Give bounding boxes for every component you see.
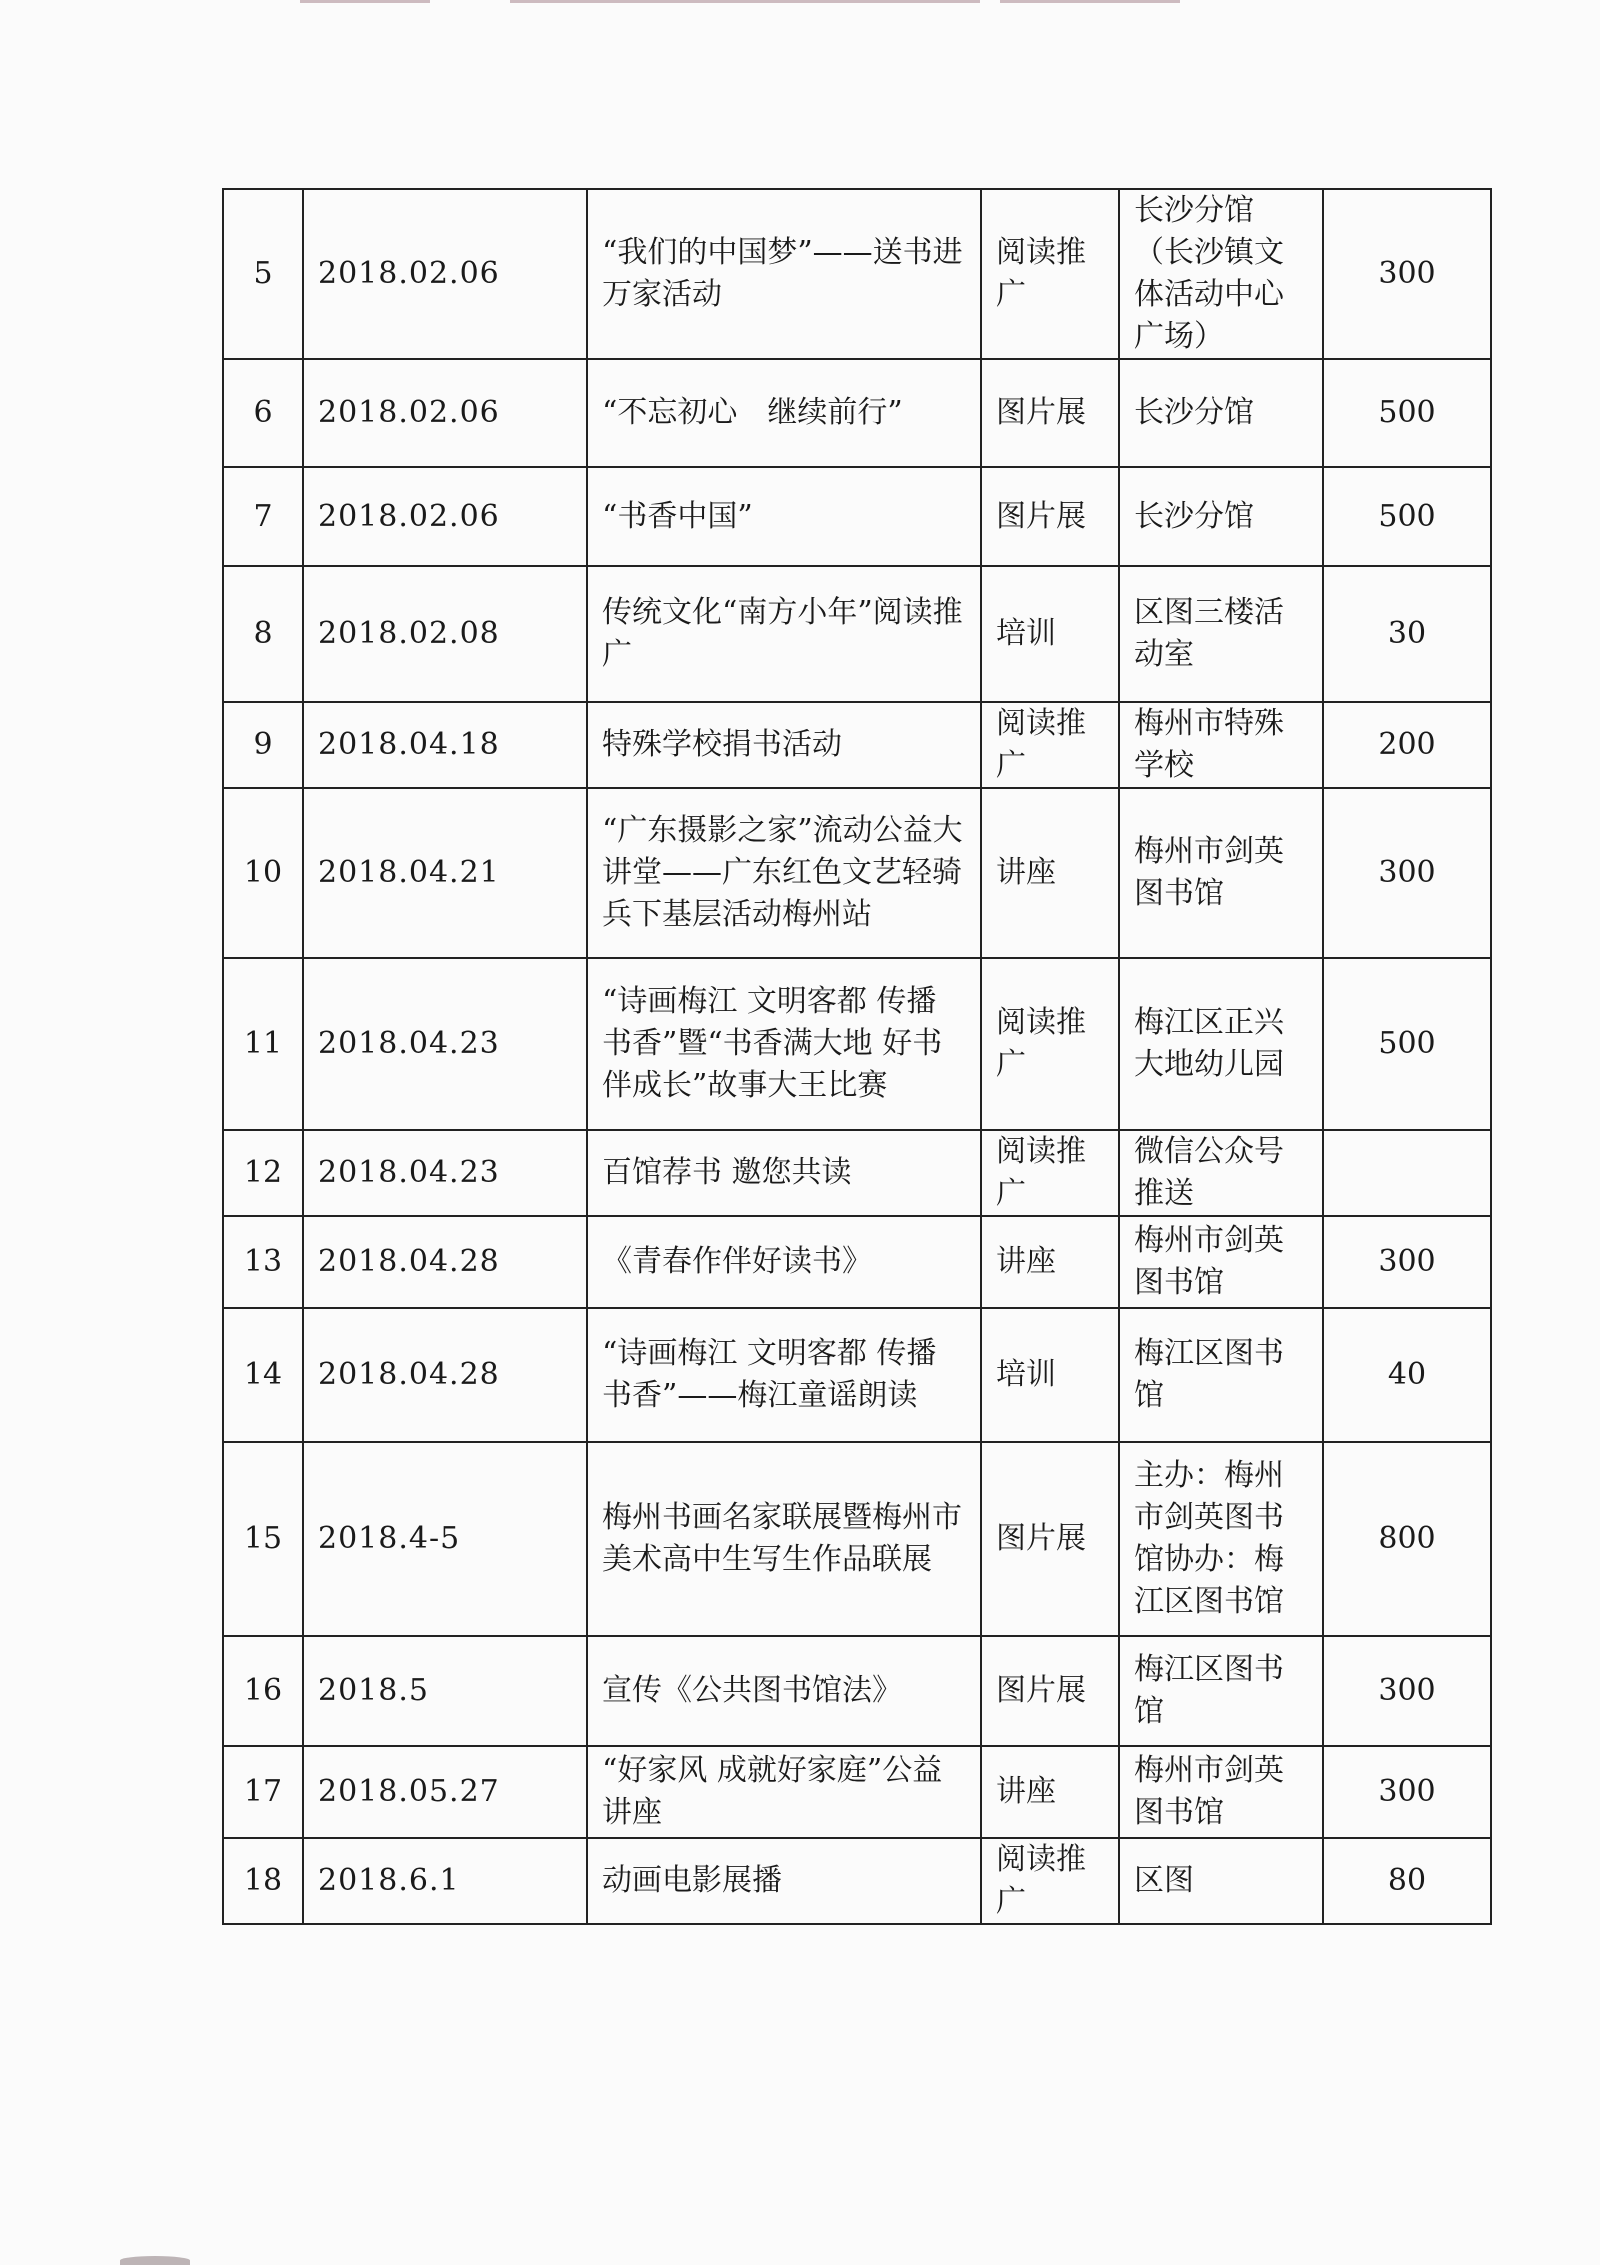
table-row: [223, 189, 1491, 359]
activity-place: 梅江区图书馆: [1119, 1636, 1323, 1746]
activity-date: 2018.05.27: [303, 1746, 587, 1838]
scan-edge-mark: [300, 0, 430, 3]
activity-place: 区图: [1119, 1838, 1323, 1924]
activity-date: 2018.02.06: [303, 467, 587, 566]
scan-edge-mark: [120, 2256, 190, 2265]
row-number: 8: [223, 566, 303, 702]
participant-count: 300: [1323, 788, 1491, 958]
activity-name: “书香中国”: [587, 467, 981, 566]
table-row: [223, 788, 1491, 958]
row-number: 16: [223, 1636, 303, 1746]
participant-count: 300: [1323, 1636, 1491, 1746]
activity-place: 梅江区正兴大地幼儿园: [1119, 958, 1323, 1130]
activity-date: 2018.04.28: [303, 1308, 587, 1442]
row-number: 5: [223, 189, 303, 359]
activity-date: 2018.02.06: [303, 189, 587, 359]
activity-date: 2018.04.23: [303, 958, 587, 1130]
row-number: 13: [223, 1216, 303, 1308]
activity-type: 图片展: [981, 359, 1119, 467]
participant-count: [1323, 1130, 1491, 1216]
table-row: [223, 1130, 1491, 1216]
activity-name: 特殊学校捐书活动: [587, 702, 981, 788]
table-row: [223, 1308, 1491, 1442]
table-row: [223, 1838, 1491, 1924]
table-row: [223, 1216, 1491, 1308]
activity-place: 梅江区图书馆: [1119, 1308, 1323, 1442]
activity-date: 2018.02.08: [303, 566, 587, 702]
activity-name: 百馆荐书 邀您共读: [587, 1130, 981, 1216]
activity-date: 2018.5: [303, 1636, 587, 1746]
activity-date: 2018.04.23: [303, 1130, 587, 1216]
table-row: [223, 958, 1491, 1130]
activity-date: 2018.04.21: [303, 788, 587, 958]
activity-date: 2018.6.1: [303, 1838, 587, 1924]
table-row: [223, 1746, 1491, 1838]
activity-type: 阅读推广: [981, 702, 1119, 788]
participant-count: 200: [1323, 702, 1491, 788]
activity-date: 2018.04.18: [303, 702, 587, 788]
table-row: [223, 1442, 1491, 1636]
activity-type: 培训: [981, 1308, 1119, 1442]
activity-place: 长沙分馆: [1119, 359, 1323, 467]
activity-place: 长沙分馆: [1119, 467, 1323, 566]
activity-type: 图片展: [981, 467, 1119, 566]
activity-place: 梅州市剑英图书馆: [1119, 1746, 1323, 1838]
activity-name: 动画电影展播: [587, 1838, 981, 1924]
participant-count: 500: [1323, 467, 1491, 566]
row-number: 7: [223, 467, 303, 566]
activity-type: 阅读推广: [981, 1838, 1119, 1924]
row-number: 18: [223, 1838, 303, 1924]
activity-name: “好家风 成就好家庭”公益讲座: [587, 1746, 981, 1838]
activity-name: 《青春作伴好读书》: [587, 1216, 981, 1308]
row-number: 11: [223, 958, 303, 1130]
activity-name: “不忘初心 继续前行”: [587, 359, 981, 467]
activity-name: 梅州书画名家联展暨梅州市美术高中生写生作品联展: [587, 1442, 981, 1636]
activity-place: 长沙分馆（长沙镇文体活动中心广场）: [1119, 189, 1323, 359]
table-row: [223, 359, 1491, 467]
activity-type: 讲座: [981, 1216, 1119, 1308]
row-number: 17: [223, 1746, 303, 1838]
activity-name: “诗画梅江 文明客都 传播书香”——梅江童谣朗读: [587, 1308, 981, 1442]
participant-count: 500: [1323, 359, 1491, 467]
activity-name: 传统文化“南方小年”阅读推广: [587, 566, 981, 702]
activity-type: 图片展: [981, 1636, 1119, 1746]
participant-count: 40: [1323, 1308, 1491, 1442]
table-row: [223, 1636, 1491, 1746]
activity-name: 宣传《公共图书馆法》: [587, 1636, 981, 1746]
activity-type: 讲座: [981, 788, 1119, 958]
activity-date: 2018.02.06: [303, 359, 587, 467]
activity-date: 2018.4-5: [303, 1442, 587, 1636]
activity-name: “诗画梅江 文明客都 传播书香”暨“书香满大地 好书伴成长”故事大王比赛: [587, 958, 981, 1130]
activity-type: 图片展: [981, 1442, 1119, 1636]
scan-edge-mark: [1000, 0, 1180, 3]
participant-count: 800: [1323, 1442, 1491, 1636]
activity-type: 阅读推广: [981, 189, 1119, 359]
activity-name: “我们的中国梦”——送书进万家活动: [587, 189, 981, 359]
activity-place: 区图三楼活动室: [1119, 566, 1323, 702]
participant-count: 80: [1323, 1838, 1491, 1924]
activity-place: 梅州市特殊学校: [1119, 702, 1323, 788]
activity-type: 讲座: [981, 1746, 1119, 1838]
participant-count: 300: [1323, 189, 1491, 359]
activity-place: 梅州市剑英图书馆: [1119, 1216, 1323, 1308]
participant-count: 30: [1323, 566, 1491, 702]
activity-place: 主办：梅州市剑英图书馆协办：梅江区图书馆: [1119, 1442, 1323, 1636]
activity-place: 梅州市剑英图书馆: [1119, 788, 1323, 958]
row-number: 12: [223, 1130, 303, 1216]
table-row: [223, 702, 1491, 788]
row-number: 6: [223, 359, 303, 467]
activity-table: [222, 188, 1492, 1925]
activity-place: 微信公众号推送: [1119, 1130, 1323, 1216]
activity-name: “广东摄影之家”流动公益大讲堂——广东红色文艺轻骑兵下基层活动梅州站: [587, 788, 981, 958]
activity-type: 阅读推广: [981, 958, 1119, 1130]
row-number: 10: [223, 788, 303, 958]
participant-count: 500: [1323, 958, 1491, 1130]
table-row: [223, 467, 1491, 566]
activity-type: 阅读推广: [981, 1130, 1119, 1216]
activity-date: 2018.04.28: [303, 1216, 587, 1308]
scan-edge-mark: [510, 0, 980, 3]
participant-count: 300: [1323, 1746, 1491, 1838]
row-number: 9: [223, 702, 303, 788]
row-number: 14: [223, 1308, 303, 1442]
row-number: 15: [223, 1442, 303, 1636]
activity-type: 培训: [981, 566, 1119, 702]
participant-count: 300: [1323, 1216, 1491, 1308]
table-row: [223, 566, 1491, 702]
